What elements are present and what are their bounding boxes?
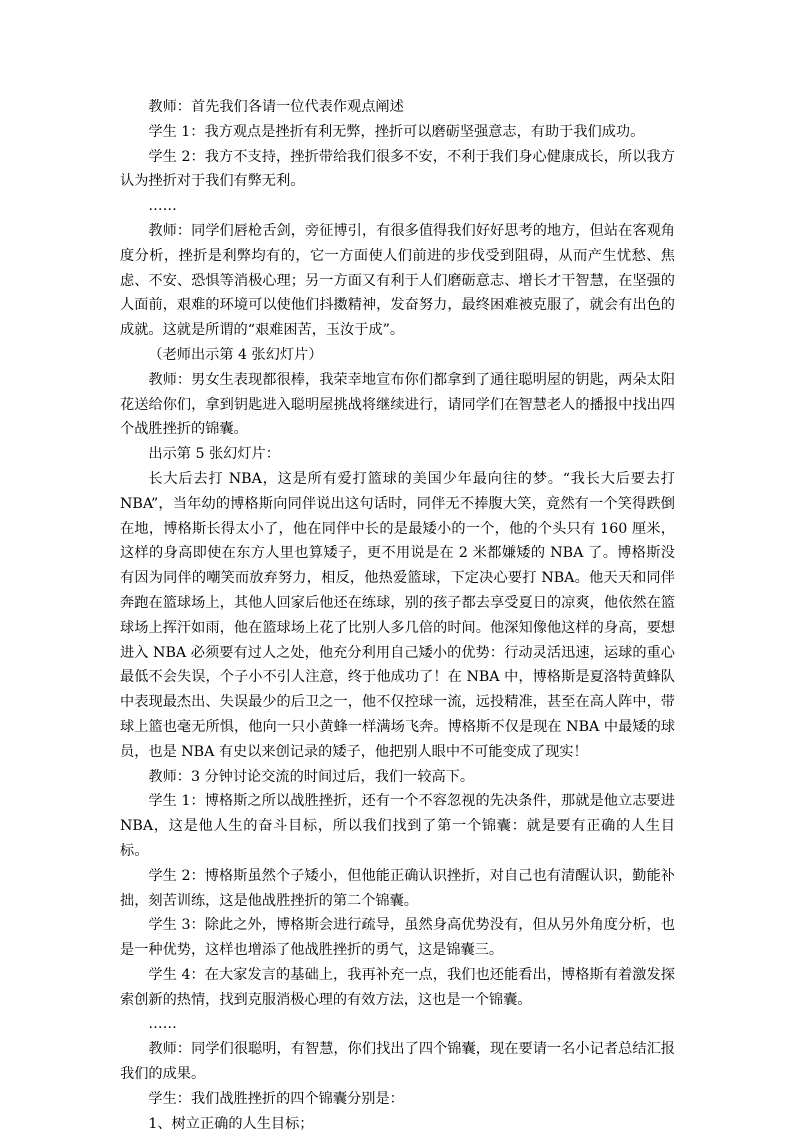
paragraph: 学生 2：博格斯虽然个子矮小，但他能正确认识挫折，对自己也有清醒认识，勤能补拙，刻苦训练，这是他战胜挫折的第二个锦囊。 — [120, 867, 675, 909]
paragraph: 1、树立正确的人生目标； — [148, 1115, 314, 1132]
paragraph: 学生 4：在大家发言的基础上，我再补充一点，我们也还能看出，博格斯有着激发探索创新的热情，找到克服消极心理的有效方法，这也是一个锦囊。 — [120, 966, 675, 1008]
paragraph: 教师：同学们很聪明，有智慧，你们找出了四个锦囊，现在要请一名小记者总结汇报我们的成果。 — [120, 1041, 675, 1083]
paragraph: 教师：同学们唇枪舌剑，旁征博引，有很多值得我们好好思考的地方，但站在客观角度分析，挫折是利弊均有的，它一方面使人们前进的步伐受到阻碍，从而产生忧愁、焦虑、不安、恐惧等消极心理；另一方面又有利于人们磨砺意志、增长才干智慧，在坚强的人面前，艰难的环境可以使他们抖擞精神，发奋努力，最终困难被克服了，就会有出色的成就。这就是所谓的“艰难困苦，玉汝于成”。 — [120, 222, 675, 339]
document-body — [120, 95, 675, 1136]
paragraph: 学生 3：除此之外，博格斯会进行疏导，虽然身高优势没有，但从另外角度分析，也是一种优势，这样也增添了他战胜挫折的勇气，这是锦囊三。 — [120, 917, 675, 959]
paragraph: 出示第 5 张幻灯片： — [148, 446, 280, 463]
paragraph: 学生 1：博格斯之所以战胜挫折，还有一个不容忽视的先决条件，那就是他立志要进 NBA，这是他人生的奋斗目标，所以我们找到了第一个锦囊：就是要有正确的人生目标。 — [120, 793, 675, 859]
paragraph: 学生 2：我方不支持，挫折带给我们很多不安，不利于我们身心健康成长，所以我方认为挫折对于我们有弊无利。 — [120, 148, 675, 190]
paragraph: …… — [148, 1016, 177, 1033]
paragraph: 学生 1：我方观点是挫折有利无弊，挫折可以磨砺坚强意志，有助于我们成功。 — [148, 123, 645, 140]
paragraph: 教师：3 分钟讨论交流的时间过后，我们一较高下。 — [148, 768, 475, 785]
paragraph: …… — [148, 198, 177, 215]
paragraph: 教师：首先我们各请一位代表作观点阐述 — [148, 99, 404, 115]
paragraph: （老师出示第 4 张幻灯片） — [148, 346, 323, 363]
paragraph: 教师：男女生表现都很棒，我荣幸地宣布你们都拿到了通往聪明屋的钥匙，两朵太阳花送给你们，拿到钥匙进入聪明屋挑战将继续进行，请同学们在智慧老人的播报中找出四个战胜挫折的锦囊。 — [120, 371, 675, 438]
paragraph: 长大后去打 NBA，这是所有爱打篮球的美国少年最向往的梦。“我长大后要去打 NBA”，当年幼的博格斯向同伴说出这句话时，同伴无不捧腹大笑，竟然有一个笑得跌倒在地，博格斯长得太小了，他在同伴中长的是最矮小的一个，他的个头只有 160 厘米，这样的身高即使在东方人里也算矮子，更不用说是在 2 米都嫌矮的 NBA 了。博格斯没有因为同伴的嘲笑而放弃努力，相反，他热爱篮球，下定决心要打 NBA。他天天和同伴奔跑在篮球场上，其他人回家后他还在练球，别的孩子都去享受夏日的凉爽，他依然在篮球场上挥汗如雨，他在篮球场上花了比别人多几倍的时间。他深知像他这样的身高，要想进入 NBA 必须要有过人之处，他充分利用自己矮小的优势：行动灵活迅速，运球的重心最低不会失误，个子小不引人注意，终于他成功了！在 NBA 中，博格斯是夏洛特黄蜂队中表现最杰出、失误最少的后卫之一，他不仅控球一流，远投精准，甚至在高人阵中，带球上篮也毫无所惧，他向一只小黄蜂一样满场飞奔。博格斯不仅是现在 NBA 中最矮的球员，也是 NBA 有史以来创记录的矮子，他把别人眼中不可能变成了现实！ — [120, 470, 675, 760]
paragraph: 学生：我们战胜挫折的四个锦囊分别是： — [148, 1090, 404, 1107]
